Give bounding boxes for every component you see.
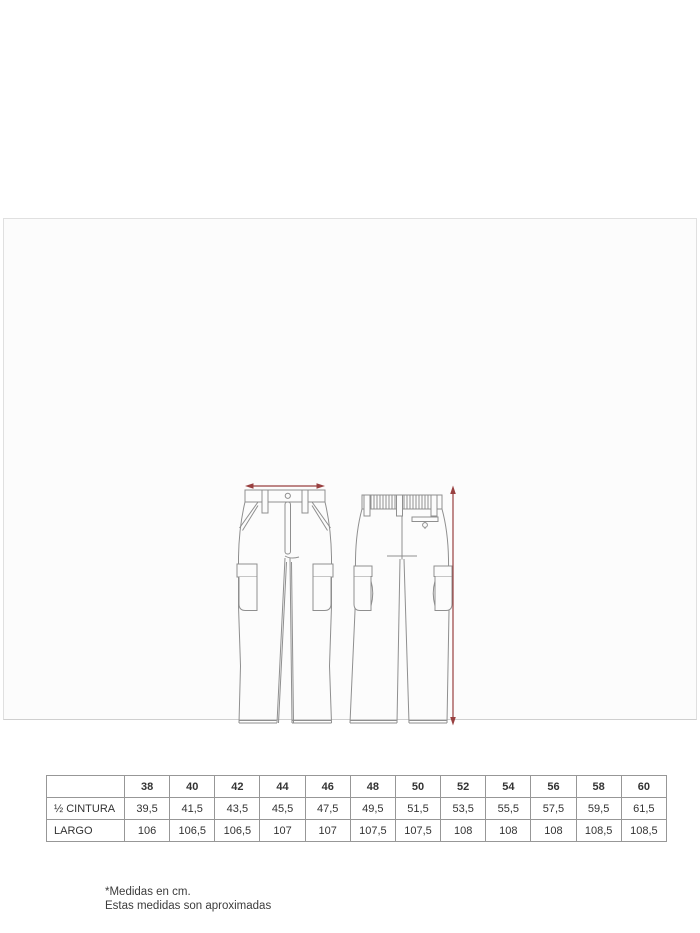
back-left-cargo-flap	[354, 566, 372, 577]
waist-cell: 39,5	[125, 798, 170, 820]
length-cell: 108,5	[621, 820, 666, 842]
front-crotch-line	[285, 556, 299, 558]
length-cell: 107	[260, 820, 305, 842]
size-header-cell: 54	[486, 776, 531, 798]
footnote-line-2: Estas medidas son aproximadas	[105, 900, 272, 912]
waist-cell: 51,5	[395, 798, 440, 820]
size-header-cell: 38	[125, 776, 170, 798]
back-crotch-line	[387, 553, 417, 560]
front-hems	[239, 721, 332, 724]
front-left-cargo-pouch	[239, 577, 257, 611]
back-inseams	[397, 559, 409, 723]
row-label-largo: LARGO	[47, 820, 125, 842]
front-right-cargo-pouch	[313, 577, 331, 611]
waist-cell: 61,5	[621, 798, 666, 820]
size-header-cell: 46	[305, 776, 350, 798]
length-cell: 106,5	[215, 820, 260, 842]
front-left-cargo-flap	[237, 564, 257, 577]
size-header-cell: 42	[215, 776, 260, 798]
size-header-cell: 52	[441, 776, 486, 798]
waist-cell: 53,5	[441, 798, 486, 820]
length-cell: 106,5	[170, 820, 215, 842]
size-header-row	[47, 776, 667, 798]
length-cell: 107,5	[395, 820, 440, 842]
back-left-cargo-pouch	[354, 577, 371, 611]
size-header-cell: 60	[621, 776, 666, 798]
waist-arrowhead-right	[317, 483, 326, 488]
footnote	[105, 885, 271, 913]
size-header-cell: 44	[260, 776, 305, 798]
waist-cell: 47,5	[305, 798, 350, 820]
back-welt-pocket	[412, 517, 438, 522]
length-arrowhead-bottom	[450, 717, 456, 726]
size-header-cell: 56	[531, 776, 576, 798]
waist-arrowhead-left	[245, 483, 254, 488]
length-cell: 108	[486, 820, 531, 842]
back-right-cargo-pouch	[435, 577, 452, 611]
pants-front-view	[237, 490, 333, 723]
back-left-outer-seam	[350, 509, 362, 723]
waist-cell: 41,5	[170, 798, 215, 820]
size-header-cell: 50	[395, 776, 440, 798]
waist-width-arrow	[245, 483, 325, 488]
back-right-outer-seam	[442, 509, 449, 723]
front-fly-placket	[285, 502, 291, 554]
row-label-cintura: ½ CINTURA	[47, 798, 125, 820]
footnote-line-1: *Medidas en cm.	[105, 886, 191, 898]
length-row	[47, 820, 667, 842]
waist-cell: 59,5	[576, 798, 621, 820]
size-header-cell: 48	[350, 776, 395, 798]
corner-cell	[47, 776, 125, 798]
waist-cell: 43,5	[215, 798, 260, 820]
waist-cell: 55,5	[486, 798, 531, 820]
back-belt-loop-right	[431, 495, 437, 516]
pants-back-view	[350, 495, 452, 723]
back-belt-loop-left	[364, 495, 370, 516]
size-header-cell: 58	[576, 776, 621, 798]
front-right-cargo-flap	[313, 564, 333, 577]
size-guide-panel	[3, 218, 697, 912]
size-table	[46, 775, 667, 842]
front-belt-loop-right	[302, 490, 308, 513]
front-inseams	[277, 558, 294, 723]
waist-cell: 57,5	[531, 798, 576, 820]
waist-cell: 49,5	[350, 798, 395, 820]
length-arrowhead-top	[450, 486, 456, 495]
length-cell: 106	[125, 820, 170, 842]
waist-row	[47, 798, 667, 820]
front-right-outer-seam	[325, 502, 332, 723]
waist-cell: 45,5	[260, 798, 305, 820]
length-cell: 108,5	[576, 820, 621, 842]
back-hems	[350, 721, 447, 724]
pants-technical-drawing	[224, 471, 474, 741]
front-belt-loop-left	[262, 490, 268, 513]
length-cell: 107	[305, 820, 350, 842]
back-belt-loop-center	[397, 495, 403, 516]
length-cell: 108	[441, 820, 486, 842]
length-cell: 108	[531, 820, 576, 842]
front-left-outer-seam	[239, 502, 246, 723]
back-pocket-button	[423, 523, 428, 528]
back-right-cargo-flap	[434, 566, 452, 577]
length-cell: 107,5	[350, 820, 395, 842]
size-header-cell: 40	[170, 776, 215, 798]
